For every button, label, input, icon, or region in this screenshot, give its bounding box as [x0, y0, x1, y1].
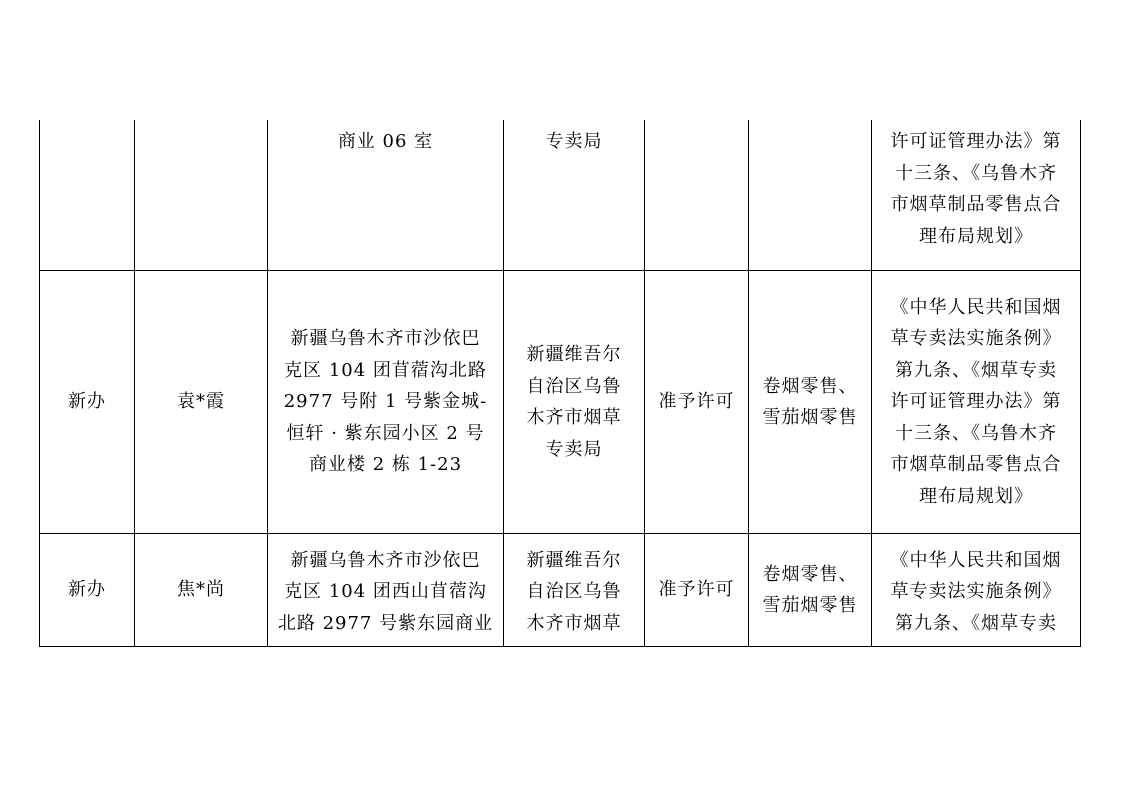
cell-line: 袁*霞	[177, 391, 225, 413]
cell-line: 自治区乌鲁	[526, 581, 622, 603]
cell-business-scope	[749, 271, 872, 534]
cell-text	[749, 371, 871, 434]
cell-line: 木齐市烟草	[526, 612, 622, 634]
cell-text	[504, 339, 644, 465]
cell-applicant-name	[135, 120, 268, 271]
cell-line: 木齐市烟草	[526, 407, 622, 428]
cell-issuing-authority	[504, 120, 645, 271]
cell-line: 市烟草制品零售点合	[890, 454, 1062, 476]
cell-text	[40, 120, 134, 126]
cell-line: 《中华人民共和国烟	[890, 296, 1062, 318]
cell-line: 草专卖法实施条例》	[890, 581, 1062, 603]
cell-line: 2977 号附 1 号紫金城-	[283, 391, 488, 413]
cell-text	[135, 574, 267, 606]
cell-legal-basis	[872, 120, 1081, 271]
cell-line: 克区 104 团西山苜蓿沟	[284, 581, 487, 603]
cell-line: 卷烟零售、	[762, 563, 858, 585]
table-row	[40, 271, 1081, 534]
cell-business-address	[268, 271, 504, 534]
table-body	[40, 120, 1081, 647]
cell-line: 新疆维吾尔	[526, 344, 622, 365]
cell-text	[268, 120, 503, 158]
cell-line: 克区 104 团苜蓿沟北路	[284, 359, 487, 381]
cell-line: 雪茄烟零售	[762, 595, 858, 616]
cell-decision	[645, 534, 749, 647]
cell-application-type	[40, 534, 135, 647]
cell-business-address	[268, 534, 504, 647]
cell-line: 市烟草制品零售点合	[890, 194, 1062, 215]
cell-text	[268, 323, 503, 481]
cell-line: 商业 06 室	[337, 131, 434, 152]
cell-line: 新疆维吾尔	[526, 549, 622, 571]
cell-text	[40, 386, 134, 418]
cell-decision	[645, 271, 749, 534]
cell-issuing-authority	[504, 534, 645, 647]
cell-line: 草专卖法实施条例》	[890, 328, 1062, 350]
cell-text	[504, 120, 644, 158]
cell-text	[749, 559, 871, 622]
cell-line: 新疆乌鲁木齐市沙依巴	[290, 328, 481, 350]
cell-application-type	[40, 120, 135, 271]
cell-line: 《中华人民共和国烟	[890, 549, 1062, 571]
license-table	[39, 120, 1081, 647]
cell-legal-basis	[872, 534, 1081, 647]
cell-line: 恒轩 · 紫东园小区 2 号	[286, 422, 485, 444]
cell-issuing-authority	[504, 271, 645, 534]
cell-text	[40, 574, 134, 606]
cell-line: 卷烟零售、	[762, 375, 858, 397]
cell-line: 许可证管理办法》第	[890, 131, 1062, 152]
cell-decision	[645, 120, 749, 271]
cell-text	[645, 386, 748, 418]
cell-text	[645, 574, 748, 606]
cell-line: 新办	[68, 579, 106, 601]
table-row	[40, 534, 1081, 647]
cell-line: 准予许可	[658, 391, 735, 413]
cell-business-scope	[749, 120, 872, 271]
cell-line: 第九条、《烟草专卖	[895, 359, 1057, 381]
cell-line: 北路 2977 号紫东园商业	[277, 612, 494, 634]
cell-line: 理布局规划》	[919, 485, 1033, 507]
cell-line: 许可证管理办法》第	[890, 391, 1062, 413]
cell-business-address	[268, 120, 504, 271]
cell-applicant-name	[135, 271, 268, 534]
cell-text	[645, 120, 748, 126]
cell-text	[749, 120, 871, 126]
cell-text	[268, 541, 503, 640]
cell-application-type	[40, 271, 135, 534]
cell-text	[135, 386, 267, 418]
cell-applicant-name	[135, 534, 268, 647]
cell-business-scope	[749, 534, 872, 647]
cell-line: 第九条、《烟草专卖	[895, 612, 1057, 634]
cell-line: 新办	[68, 391, 106, 413]
cell-legal-basis	[872, 271, 1081, 534]
cell-text	[135, 120, 267, 126]
cell-line: 专卖局	[545, 131, 603, 152]
cell-line: 十三条、《乌鲁木齐	[895, 162, 1057, 184]
cell-line: 十三条、《乌鲁木齐	[895, 422, 1057, 444]
cell-text	[872, 120, 1080, 252]
cell-line: 新疆乌鲁木齐市沙依巴	[290, 549, 481, 571]
cell-line: 专卖局	[545, 438, 603, 460]
cell-line: 自治区乌鲁	[526, 375, 622, 397]
cell-text	[504, 541, 644, 640]
cell-text	[872, 541, 1080, 640]
cell-line: 准予许可	[658, 579, 735, 601]
cell-line: 商业楼 2 栋 1-23	[308, 454, 463, 476]
cell-line: 理布局规划》	[919, 225, 1033, 247]
table-row	[40, 120, 1081, 271]
cell-line: 雪茄烟零售	[762, 407, 858, 428]
cell-line: 焦*尚	[177, 579, 225, 601]
cell-text	[872, 292, 1080, 513]
